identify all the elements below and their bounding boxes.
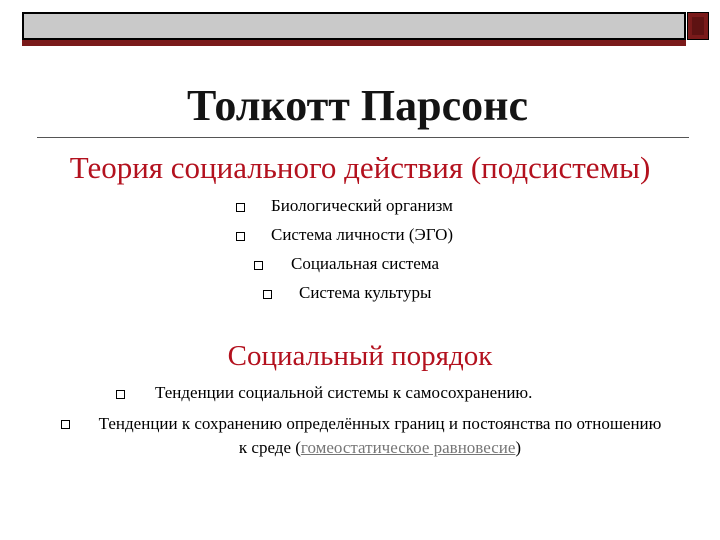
heading-theory: Теория социального действия (подсистемы)	[69, 150, 651, 185]
order-item	[116, 382, 532, 404]
top-decor-stripe	[22, 40, 686, 46]
title-divider	[37, 137, 689, 138]
subsystem-label: Социальная система	[291, 254, 440, 273]
homeostasis-link[interactable]: гомеостатическое равновесие	[300, 438, 516, 457]
slide-title-text: Толкотт Парсонс	[187, 81, 528, 130]
corner-decor-inner	[692, 17, 704, 35]
checkbox-icon	[263, 290, 272, 299]
subsystem-label: Система культуры	[299, 283, 432, 302]
order-item-text-end: )	[515, 438, 522, 457]
checkbox-icon	[61, 420, 70, 429]
checkbox-icon	[254, 261, 263, 270]
subsystem-item	[263, 282, 431, 304]
heading-social-order: Социальный порядок	[227, 340, 493, 372]
corner-decor-block	[687, 12, 709, 40]
order-item-text: Тенденции к сохранению определённых границ и постоянства по отношению к среде (	[98, 414, 662, 457]
subsystem-item	[236, 195, 453, 217]
top-decor-bar	[22, 12, 686, 40]
subsystem-item	[254, 253, 439, 275]
subsystem-item	[236, 224, 453, 246]
checkbox-icon	[236, 203, 245, 212]
order-item-paragraph	[98, 412, 662, 460]
order-item-text: Тенденции социальной системы к самосохранению.	[155, 383, 533, 402]
slide-title	[0, 80, 720, 131]
subsystem-label: Биологический организм	[271, 196, 453, 215]
subsystem-label: Система личности (ЭГО)	[271, 225, 454, 244]
checkbox-icon	[116, 390, 125, 399]
checkbox-icon	[236, 232, 245, 241]
